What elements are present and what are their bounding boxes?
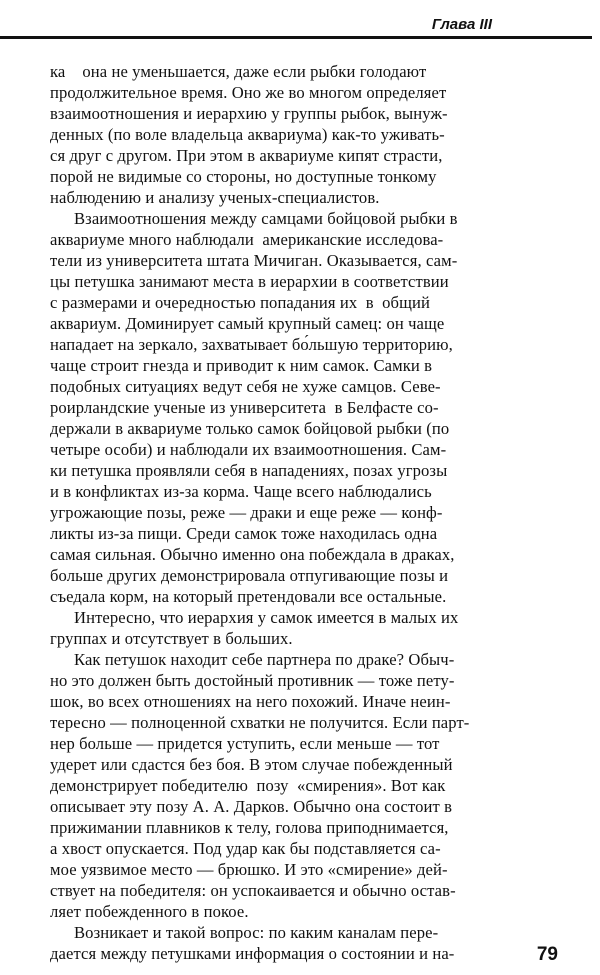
chapter-header: Глава III [431, 16, 492, 33]
page-number: 79 [536, 944, 558, 965]
text-line: и в конфликтах из-за корма. Чаще всего наблюдались [50, 482, 432, 501]
text-line: порой не видимые со стороны, но доступные тонкому [50, 167, 437, 186]
text-line: Как петушок находит себе партнера по драке? Обыч- [74, 650, 455, 669]
text-line: ляет побежденного в покое. [50, 902, 249, 921]
text-line: цы петушка занимают места в иерархии в соответствии [50, 272, 449, 291]
text-line: наблюдению и анализу ученых-специалистов. [50, 188, 380, 207]
text-line: угрожающие позы, реже — драки и еще реже — конф- [50, 503, 443, 522]
text-line: прижимании плавников к телу, голова приподнимается, [50, 818, 449, 837]
text-line: дается между петушками информация о состоянии и на- [50, 944, 455, 963]
text-line: взаимоотношения и иерархию у группы рыбок, вынуж- [50, 104, 448, 123]
text-line: съедала корм, на который претендовали все остальные. [50, 587, 447, 606]
text-line: а хвост опускается. Под удар как бы подставляется са- [50, 839, 441, 858]
text-line: ликты из-за пищи. Среди самок тоже находилась одна [50, 524, 438, 543]
body-text [50, 61, 558, 964]
header-rule [0, 36, 592, 39]
text-line: роирландские ученые из университета в Белфасте со- [50, 398, 439, 417]
text-line: чаще строит гнезда и приводит к ним самок. Самки в [50, 356, 433, 375]
text-line: нер больше — придется уступить, если меньше — тот [50, 734, 440, 753]
text-line: продолжительное время. Оно же во многом определяет [50, 83, 447, 102]
text-line: Взаимоотношения между самцами бойцовой рыбки в [74, 209, 458, 228]
text-line: больше других демонстрировала отпугивающие позы и [50, 566, 449, 585]
text-line: аквариум. Доминирует самый крупный самец: он чаще [50, 314, 445, 333]
text-line: демонстрирует победителю позу «смирения». Вот как [50, 776, 446, 795]
text-line: но это должен быть достойный противник — тоже пету- [50, 671, 455, 690]
text-line: нападает на зеркало, захватывает бо́льшую территорию, [50, 335, 453, 354]
text-line: ствует на победителя: он успокаивается и обычно остав- [50, 881, 456, 900]
text-line: описывает эту позу А. А. Дарков. Обычно она состоит в [50, 797, 453, 816]
text-line: Возникает и такой вопрос: по каким каналам пере- [74, 923, 439, 942]
text-line: тели из университета штата Мичиган. Оказывается, сам- [50, 251, 458, 270]
text-line: четыре особи) и наблюдали их взаимоотношения. Сам- [50, 440, 447, 459]
text-line: Интересно, что иерархия у самок имеется в малых их [74, 608, 459, 627]
text-line: тересно — полноценной схватки не получится. Если парт- [50, 713, 470, 732]
text-line: мое уязвимое место — брюшко. И это «смирение» дей- [50, 860, 448, 879]
text-line: держали в аквариуме только самок бойцовой рыбки (по [50, 419, 450, 438]
text-line: шок, во всех отношениях на него похожий. Иначе неин- [50, 692, 451, 711]
text-line: денных (по воле владельца аквариума) как-то уживать- [50, 125, 445, 144]
text-line: группах и отсутствует в больших. [50, 629, 293, 648]
text-line: удерет или сдастся без боя. В этом случае побежденный [50, 755, 453, 774]
text-line: самая сильная. Обычно именно она побеждала в драках, [50, 545, 455, 564]
text-line: ся друг с другом. При этом в аквариуме кипят страсти, [50, 146, 443, 165]
text-line: с размерами и очередностью попадания их в общий [50, 293, 430, 312]
text-line: ки петушка проявляли себя в нападениях, позах угрозы [50, 461, 448, 480]
text-line: подобных ситуациях ведут себя не хуже самцов. Севе- [50, 377, 441, 396]
text-line: аквариуме много наблюдали американские исследова- [50, 230, 444, 249]
text-line: ка она не уменьшается, даже если рыбки голодают [50, 62, 427, 81]
